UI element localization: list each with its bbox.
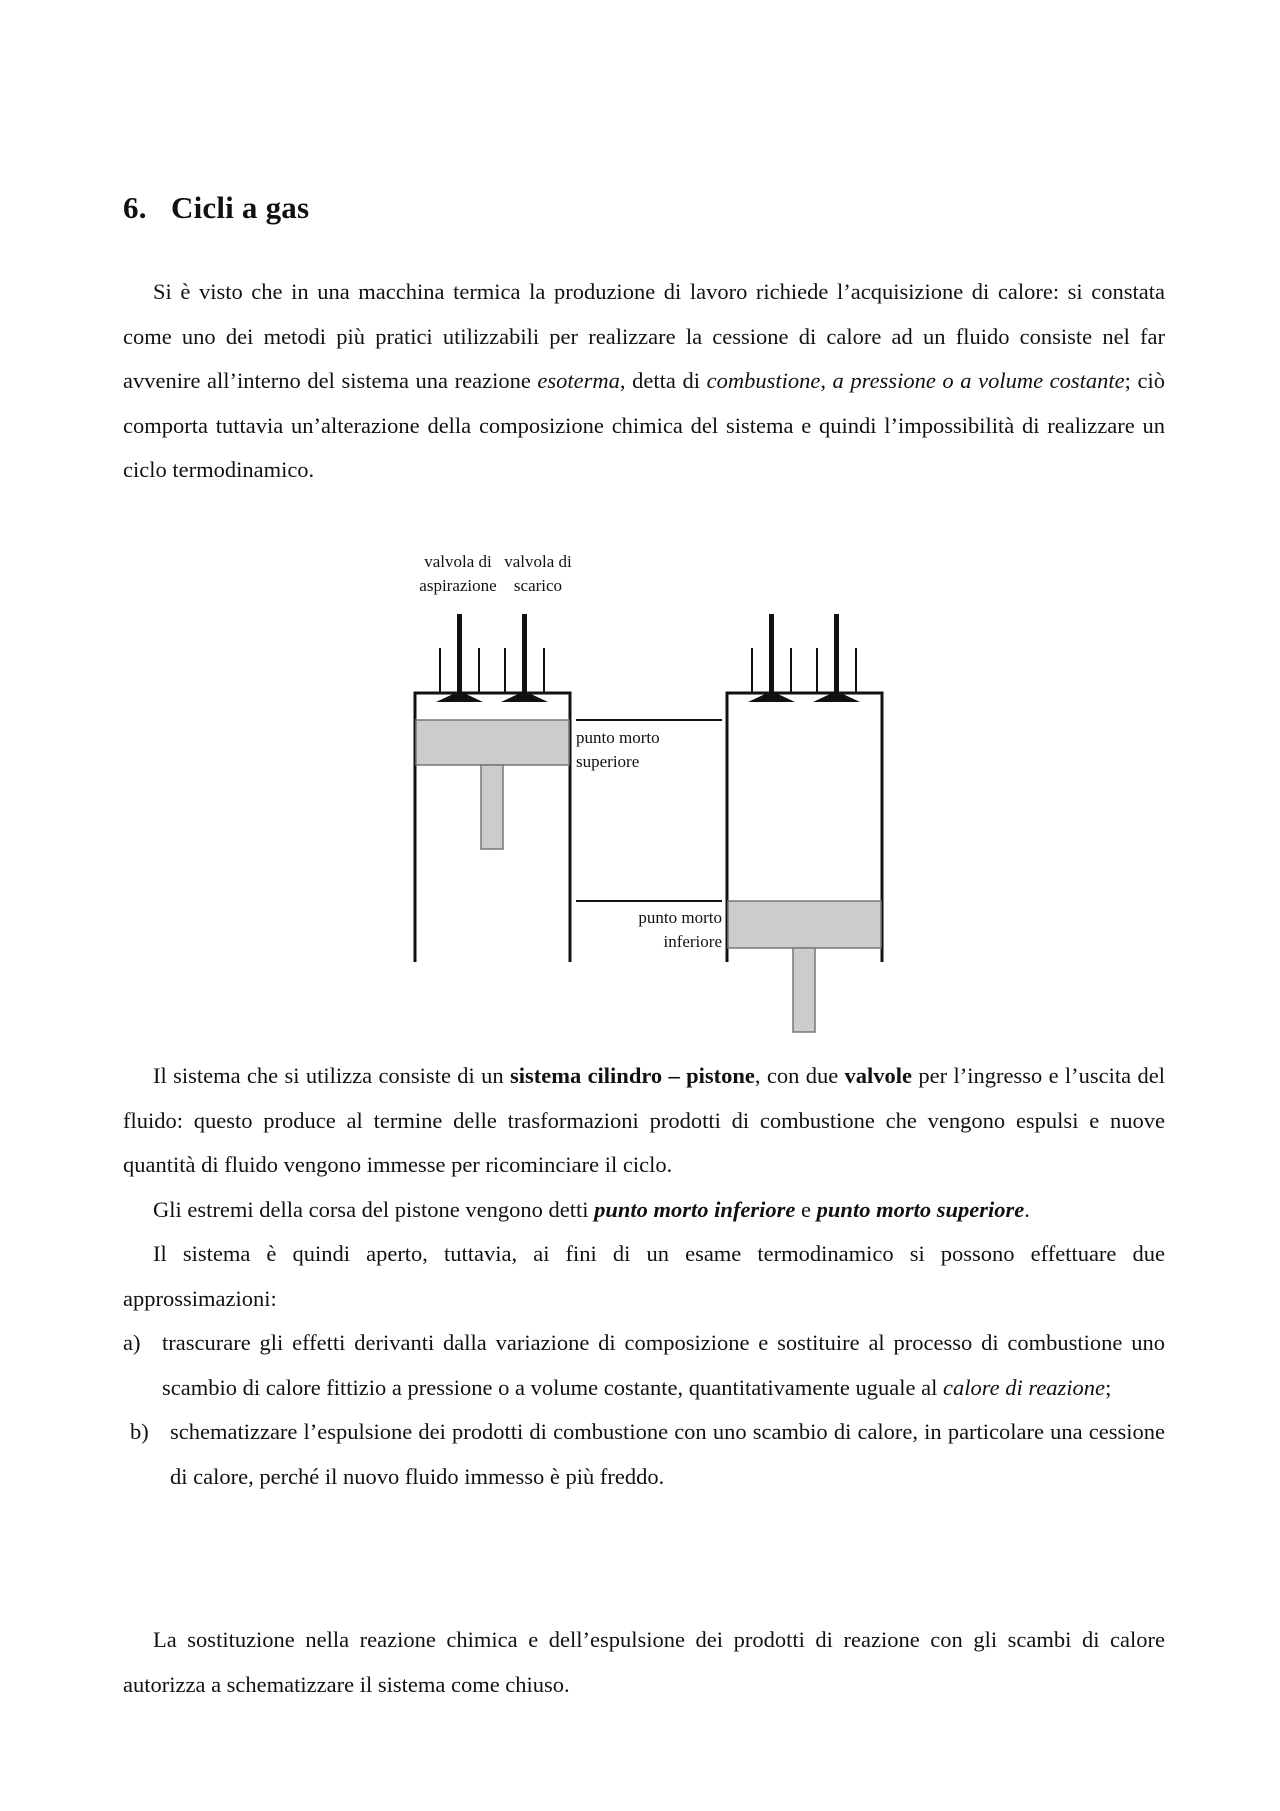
intro-emphasis-esoterma: esoterma: [537, 368, 620, 393]
list-a-end: ;: [1105, 1374, 1112, 1400]
right-cylinder: [727, 614, 882, 1032]
intro-text-2: , detta di: [619, 368, 707, 393]
intake-valve-label-1: valvola di: [424, 552, 492, 571]
left-cylinder: [415, 614, 570, 962]
list-marker-a: a): [123, 1330, 141, 1355]
left-intake-valve: [436, 614, 483, 702]
list-item-b: [123, 1410, 1165, 1499]
tdc-label-1: punto morto: [576, 728, 660, 747]
right-exhaust-valve: [813, 614, 860, 702]
intro-emphasis-combustione: combustione: [706, 368, 821, 393]
cylinder-paragraph: [123, 1054, 1165, 1188]
right-piston-rod: [793, 948, 815, 1032]
intro-text-4: ; ciò comporta tuttavia un’alterazione della composizione chimica del sistema e quindi l’impossibilità di realizzare un ciclo termodinamico.: [123, 368, 1165, 482]
intake-valve-label-2: aspirazione: [419, 576, 497, 595]
para3-text-2: e: [795, 1196, 817, 1222]
para2-bold-valvole: valvole: [844, 1063, 913, 1088]
intro-emphasis-pressione: a pressione o a volume costante: [832, 368, 1125, 393]
intro-paragraph: [123, 270, 1165, 493]
approximations-paragraph: Il sistema è quindi aperto, tuttavia, ai fini di un esame termodinamico si possono effettuare due approssimazioni:: [123, 1241, 1165, 1311]
right-piston-head: [728, 901, 881, 948]
exhaust-valve-label-2: scarico: [513, 576, 563, 595]
para3-text-3: .: [1024, 1196, 1030, 1222]
tdc-label-2: superiore: [576, 752, 640, 771]
closing-paragraph: La sostituzione nella reazione chimica e dell’espulsione dei prodotti di reazione con gli scambi di calore autorizza a schematizzare il sistema come chiuso.: [123, 1627, 1165, 1697]
list-a-text: trascurare gli effetti derivanti dalla variazione di composizione e sostituire al processo di combustione uno scambio di calore fittizio a pressione o a volume costante, quantitativamente uguale al: [162, 1330, 1165, 1400]
section-number: 6.: [123, 190, 147, 225]
para3-text-1: Gli estremi della corsa del pistone vengono detti: [153, 1196, 595, 1222]
para2-bold-cilindro: sistema cilindro – pistone: [509, 1063, 755, 1088]
right-intake-valve: [748, 614, 795, 702]
section-heading: [123, 190, 309, 226]
intro-text-3: ,: [820, 368, 833, 393]
intro-text-1: Si è visto che in una macchina termica la produzione di lavoro richiede l’acquisizione di calore: si constata come uno dei metodi più pratici utilizzabili per realizzare la cessione di calore ad un fluido consiste nel far avvenire all’interno del sistema una reazione: [123, 279, 1165, 393]
exhaust-valve-label-1: valvola di: [504, 552, 572, 571]
bdc-label-1: punto morto: [638, 908, 722, 927]
left-exhaust-valve: [501, 614, 548, 702]
para3-bold-italic-inferiore: punto morto inferiore: [594, 1196, 796, 1222]
para2-text-2: , con due: [754, 1063, 845, 1088]
list-text-b: schematizzare l’espulsione dei prodotti di combustione con uno scambio di calore, in particolare una cessione di calore, perché il nuovo fluido immesso è più freddo.: [170, 1419, 1165, 1489]
bdc-label-2: inferiore: [663, 932, 722, 951]
left-piston-rod: [481, 765, 503, 849]
section-title: Cicli a gas: [171, 190, 310, 225]
para3-bold-italic-superiore: punto morto superiore: [816, 1196, 1025, 1222]
para2-text-1: Il sistema che si utilizza consiste di un: [153, 1063, 510, 1088]
left-piston-head: [416, 720, 569, 765]
list-item-a: [123, 1321, 1165, 1410]
list-a-emphasis: calore di reazione: [943, 1374, 1106, 1400]
piston-cylinder-diagram: [370, 550, 910, 1040]
list-marker-b: b): [130, 1419, 149, 1444]
para2-text-3: per l’ingresso e l’uscita del fluido: questo produce al termine delle trasformazioni prodotti di combustione che vengono espulsi e nuove quantità di fluido vengono immesse per ricominciare il ciclo.: [123, 1063, 1165, 1177]
list-text-a: [162, 1321, 1165, 1410]
body-section: [123, 1054, 1165, 1499]
stroke-paragraph: [123, 1188, 1165, 1233]
